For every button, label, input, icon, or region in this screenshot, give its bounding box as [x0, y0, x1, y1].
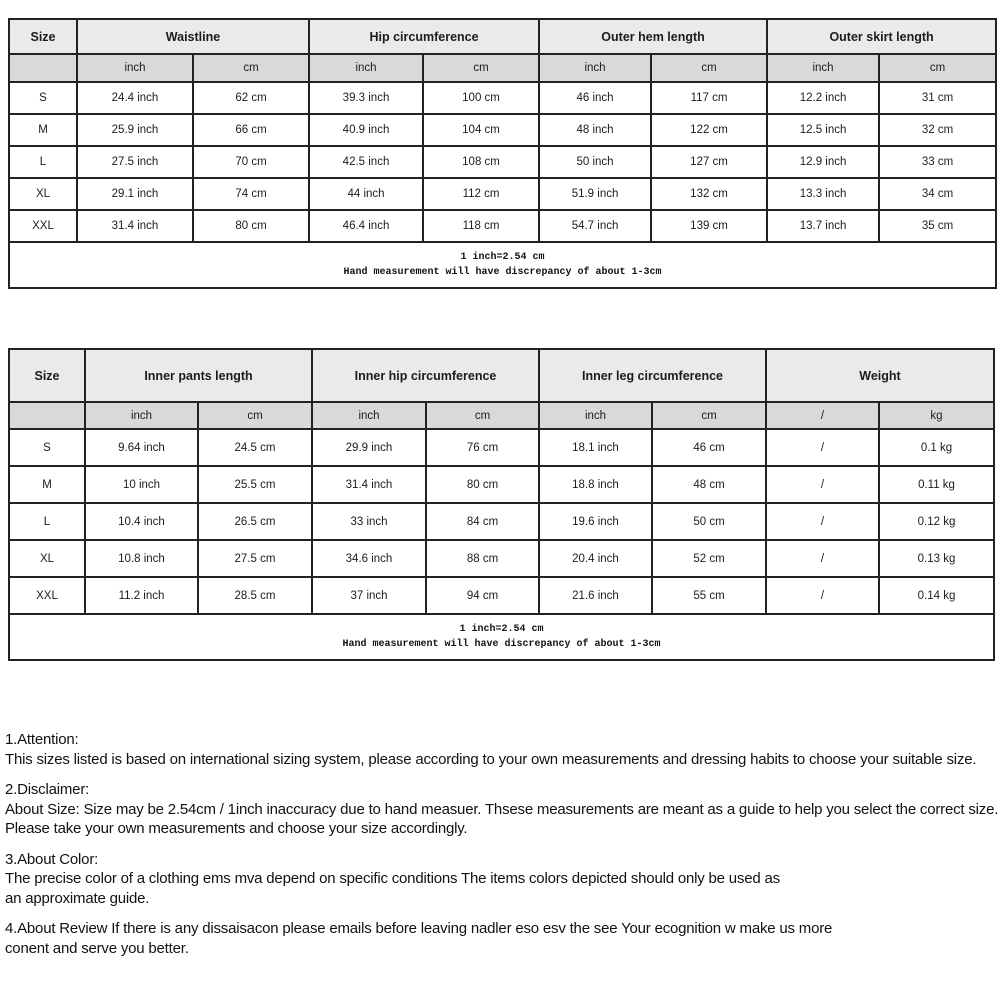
header-row: [9, 349, 994, 402]
unit-header-empty: [9, 402, 85, 429]
value-cell: 46.4 inch: [309, 210, 423, 242]
value-cell: 54.7 inch: [539, 210, 651, 242]
note-line: Please take your own measurements and choose your size accordingly.: [5, 820, 468, 837]
unit-row: [9, 54, 996, 82]
footnote-line: 1 inch=2.54 cm: [460, 252, 545, 263]
note-section: [5, 919, 997, 958]
value-cell: 46 cm: [652, 429, 766, 466]
inner-pants-size-table: [8, 348, 995, 661]
unit-header: cm: [198, 402, 312, 429]
footnote-line: 1 inch=2.54 cm: [459, 624, 544, 635]
value-cell: 31 cm: [879, 82, 996, 114]
value-cell: 19.6 inch: [539, 503, 652, 540]
value-cell: 76 cm: [426, 429, 539, 466]
note-line: conent and serve you better.: [5, 939, 189, 957]
value-cell: 20.4 inch: [539, 540, 652, 577]
value-cell: 29.9 inch: [312, 429, 426, 466]
value-cell: 31.4 inch: [312, 466, 426, 503]
value-cell: 48 cm: [652, 466, 766, 503]
table-row: [9, 503, 994, 540]
value-cell: 39.3 inch: [309, 82, 423, 114]
value-cell: 50 cm: [652, 503, 766, 540]
value-cell: 52 cm: [652, 540, 766, 577]
note-line: 1.Attention:: [5, 731, 79, 748]
value-cell: 24.4 inch: [77, 82, 193, 114]
unit-header: inch: [85, 402, 198, 429]
size-cell: XXL: [9, 577, 85, 614]
value-cell: 66 cm: [193, 114, 309, 146]
unit-header: cm: [426, 402, 539, 429]
size-cell: XL: [9, 178, 77, 210]
outer-skirt-size-table: [8, 18, 997, 289]
value-cell: 117 cm: [651, 82, 767, 114]
value-cell: 0.14 kg: [879, 577, 994, 614]
value-cell: 31.4 inch: [77, 210, 193, 242]
note-line: About Size: Size may be 2.54cm / 1inch inaccuracy due to hand measuer. Thsese measurements are meant as a guide to help you select the correct size.: [5, 800, 999, 818]
header-row: [9, 19, 996, 54]
value-cell: 37 inch: [312, 577, 426, 614]
column-header-size: Size: [9, 349, 85, 402]
column-header-inner-hip-circumference: Inner hip circumference: [312, 349, 539, 402]
value-cell: /: [766, 540, 879, 577]
value-cell: 9.64 inch: [85, 429, 198, 466]
value-cell: 139 cm: [651, 210, 767, 242]
table-row: [9, 178, 996, 210]
value-cell: 88 cm: [426, 540, 539, 577]
column-header-weight: Weight: [766, 349, 994, 402]
value-cell: 10.8 inch: [85, 540, 198, 577]
size-cell: M: [9, 114, 77, 146]
unit-header: /: [766, 402, 879, 429]
value-cell: 70 cm: [193, 146, 309, 178]
size-cell: XXL: [9, 210, 77, 242]
column-header-waistline: Waistline: [77, 19, 309, 54]
column-header-inner-leg-circumference: Inner leg circumference: [539, 349, 766, 402]
value-cell: 104 cm: [423, 114, 539, 146]
size-cell: S: [9, 82, 77, 114]
value-cell: 112 cm: [423, 178, 539, 210]
notes: [5, 730, 997, 969]
note-line: an approximate guide.: [5, 889, 150, 907]
value-cell: 0.11 kg: [879, 466, 994, 503]
value-cell: 122 cm: [651, 114, 767, 146]
value-cell: 24.5 cm: [198, 429, 312, 466]
value-cell: 50 inch: [539, 146, 651, 178]
unit-header: cm: [423, 54, 539, 82]
table-row: [9, 540, 994, 577]
value-cell: 29.1 inch: [77, 178, 193, 210]
note-section: [5, 730, 997, 769]
value-cell: 35 cm: [879, 210, 996, 242]
value-cell: 46 inch: [539, 82, 651, 114]
column-header-outer-skirt-length: Outer skirt length: [767, 19, 996, 54]
value-cell: 33 inch: [312, 503, 426, 540]
value-cell: 27.5 cm: [198, 540, 312, 577]
value-cell: 100 cm: [423, 82, 539, 114]
unit-header: inch: [539, 54, 651, 82]
value-cell: 13.7 inch: [767, 210, 879, 242]
value-cell: 132 cm: [651, 178, 767, 210]
unit-header: inch: [539, 402, 652, 429]
unit-header-empty: [9, 54, 77, 82]
value-cell: 12.2 inch: [767, 82, 879, 114]
value-cell: 80 cm: [193, 210, 309, 242]
value-cell: 42.5 inch: [309, 146, 423, 178]
unit-header: cm: [652, 402, 766, 429]
column-header-inner-pants-length: Inner pants length: [85, 349, 312, 402]
value-cell: 80 cm: [426, 466, 539, 503]
unit-header: inch: [77, 54, 193, 82]
value-cell: 84 cm: [426, 503, 539, 540]
value-cell: 18.1 inch: [539, 429, 652, 466]
note-line: The precise color of a clothing ems mva depend on specific conditions The items colors depicted should only be used as: [5, 870, 780, 887]
value-cell: 32 cm: [879, 114, 996, 146]
size-cell: L: [9, 503, 85, 540]
value-cell: 127 cm: [651, 146, 767, 178]
value-cell: 12.9 inch: [767, 146, 879, 178]
value-cell: 40.9 inch: [309, 114, 423, 146]
value-cell: 118 cm: [423, 210, 539, 242]
value-cell: 13.3 inch: [767, 178, 879, 210]
value-cell: 0.12 kg: [879, 503, 994, 540]
value-cell: 10 inch: [85, 466, 198, 503]
value-cell: 55 cm: [652, 577, 766, 614]
unit-header: inch: [309, 54, 423, 82]
value-cell: 0.1 kg: [879, 429, 994, 466]
value-cell: 25.9 inch: [77, 114, 193, 146]
size-cell: L: [9, 146, 77, 178]
unit-header: inch: [767, 54, 879, 82]
value-cell: 21.6 inch: [539, 577, 652, 614]
value-cell: 26.5 cm: [198, 503, 312, 540]
size-cell: XL: [9, 540, 85, 577]
column-header-size: Size: [9, 19, 77, 54]
value-cell: 27.5 inch: [77, 146, 193, 178]
size-cell: S: [9, 429, 85, 466]
footnote-row: [9, 614, 994, 660]
note-line: 4.About Review If there is any dissaisacon please emails before leaving nadler eso esv the see Your ecognition w make us more: [5, 920, 833, 937]
value-cell: 74 cm: [193, 178, 309, 210]
value-cell: 48 inch: [539, 114, 651, 146]
column-header-hip-circumference: Hip circumference: [309, 19, 539, 54]
value-cell: 94 cm: [426, 577, 539, 614]
size-cell: M: [9, 466, 85, 503]
footnote-line: Hand measurement will have discrepancy of about 1-3cm: [343, 267, 662, 278]
value-cell: /: [766, 503, 879, 540]
footnote-cell: [9, 242, 996, 288]
value-cell: 25.5 cm: [198, 466, 312, 503]
footnote-line: Hand measurement will have discrepancy of about 1-3cm: [342, 639, 661, 650]
value-cell: 34.6 inch: [312, 540, 426, 577]
value-cell: 18.8 inch: [539, 466, 652, 503]
table-row: [9, 114, 996, 146]
note-section: [5, 780, 997, 839]
value-cell: 44 inch: [309, 178, 423, 210]
table-row: [9, 82, 996, 114]
table-row: [9, 146, 996, 178]
note-line: This sizes listed is based on international sizing system, please according to your own measurements and dressing habits to choose your suitable size.: [5, 750, 977, 768]
footnote-row: [9, 242, 996, 288]
value-cell: /: [766, 466, 879, 503]
value-cell: 12.5 inch: [767, 114, 879, 146]
note-line: 2.Disclaimer:: [5, 781, 90, 798]
value-cell: 11.2 inch: [85, 577, 198, 614]
table-row: [9, 429, 994, 466]
note-section: [5, 850, 997, 909]
unit-header: kg: [879, 402, 994, 429]
footnote-cell: [9, 614, 994, 660]
table-row: [9, 466, 994, 503]
value-cell: /: [766, 429, 879, 466]
value-cell: 0.13 kg: [879, 540, 994, 577]
value-cell: 108 cm: [423, 146, 539, 178]
unit-row: [9, 402, 994, 429]
unit-header: cm: [651, 54, 767, 82]
value-cell: 28.5 cm: [198, 577, 312, 614]
value-cell: /: [766, 577, 879, 614]
column-header-outer-hem-length: Outer hem length: [539, 19, 767, 54]
unit-header: inch: [312, 402, 426, 429]
value-cell: 51.9 inch: [539, 178, 651, 210]
unit-header: cm: [879, 54, 996, 82]
value-cell: 62 cm: [193, 82, 309, 114]
table-row: [9, 577, 994, 614]
note-line: 3.About Color:: [5, 850, 99, 868]
table-row: [9, 210, 996, 242]
value-cell: 34 cm: [879, 178, 996, 210]
unit-header: cm: [193, 54, 309, 82]
value-cell: 10.4 inch: [85, 503, 198, 540]
value-cell: 33 cm: [879, 146, 996, 178]
